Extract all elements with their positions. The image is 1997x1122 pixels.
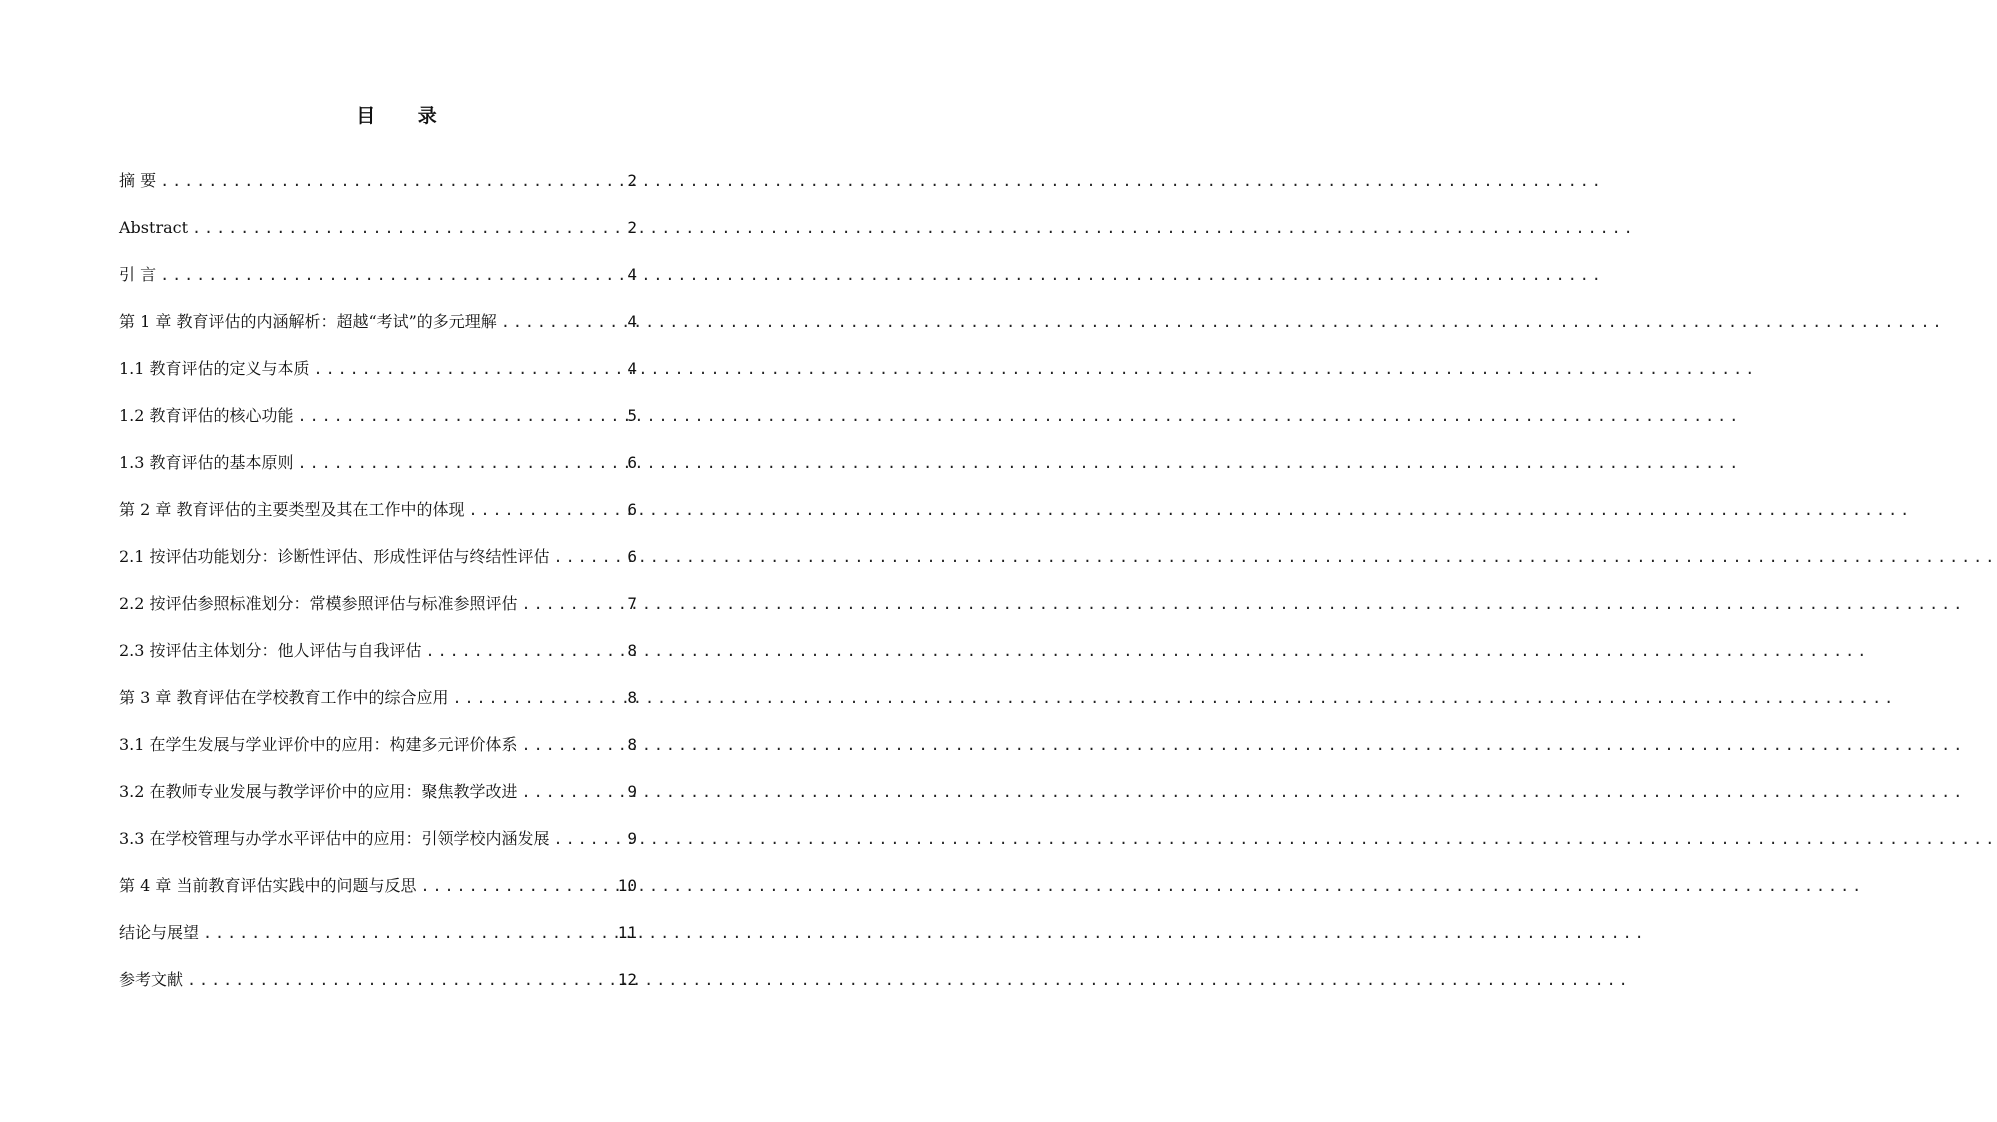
- toc-entry[interactable]: [119, 682, 637, 729]
- toc-entry[interactable]: [119, 541, 637, 588]
- toc-entry-page: 4: [627, 359, 637, 378]
- toc-entry[interactable]: [119, 917, 637, 964]
- toc-entry-label: 1.2 教育评估的核心功能: [119, 406, 294, 425]
- toc-entry[interactable]: [119, 776, 637, 823]
- toc-entry[interactable]: [119, 729, 637, 776]
- toc-entry[interactable]: [119, 447, 637, 494]
- document-page: [0, 0, 793, 1122]
- toc-entry-label: 摘 要: [119, 171, 157, 190]
- toc-entry-page: 9: [627, 829, 637, 848]
- toc-entry[interactable]: [119, 400, 637, 447]
- toc-entry-page: 7: [627, 594, 637, 613]
- toc-entry-page: 10: [617, 876, 637, 895]
- toc-entry[interactable]: [119, 635, 637, 682]
- toc-dot-leader: [160, 165, 623, 197]
- toc-entry-label: Abstract: [119, 218, 189, 237]
- toc-entry-page: 5: [627, 406, 637, 425]
- toc-entry-page: 6: [627, 453, 637, 472]
- toc-dot-leader: [298, 447, 624, 479]
- toc-dot-leader: [554, 541, 624, 573]
- toc-entry[interactable]: [119, 165, 637, 212]
- toc-entry[interactable]: [119, 494, 637, 541]
- toc-entry-page: 2: [627, 171, 637, 190]
- toc-list: [119, 165, 637, 1011]
- toc-entry-label: 3.3 在学校管理与办学水平评估中的应用：引领学校内涵发展: [119, 829, 550, 848]
- toc-entry-label: 结论与展望: [119, 923, 200, 942]
- toc-dot-leader: [554, 823, 624, 855]
- toc-entry-label: 2.1 按评估功能划分：诊断性评估、形成性评估与终结性评估: [119, 547, 550, 566]
- toc-entry-page: 2: [627, 218, 637, 237]
- toc-entry-label: 引 言: [119, 265, 157, 284]
- toc-entry-page: 4: [627, 265, 637, 284]
- toc-dot-leader: [452, 682, 623, 714]
- toc-entry-label: 1.3 教育评估的基本原则: [119, 453, 294, 472]
- toc-entry-label: 第 3 章 教育评估在学校教育工作中的综合应用: [119, 688, 449, 707]
- toc-entry-label: 3.2 在教师专业发展与教学评价中的应用：聚焦教学改进: [119, 782, 518, 801]
- toc-entry-label: 第 1 章 教育评估的内涵解析：超越“考试”的多元理解: [119, 312, 497, 331]
- toc-dot-leader: [426, 635, 624, 667]
- toc-dot-leader: [522, 588, 624, 620]
- toc-entry[interactable]: [119, 353, 637, 400]
- toc-entry-page: 8: [627, 688, 637, 707]
- toc-dot-leader: [314, 353, 624, 385]
- toc-dot-leader: [192, 212, 623, 244]
- toc-entry-page: 6: [627, 547, 637, 566]
- toc-dot-leader: [522, 729, 624, 761]
- toc-dot-leader: [420, 870, 613, 902]
- toc-dot-leader: [468, 494, 623, 526]
- toc-entry[interactable]: [119, 212, 637, 259]
- toc-entry-page: 4: [627, 312, 637, 331]
- toc-entry-page: 9: [627, 782, 637, 801]
- toc-dot-leader: [203, 917, 614, 949]
- toc-dot-leader: [522, 776, 624, 808]
- toc-dot-leader: [298, 400, 624, 432]
- toc-entry-page: 8: [627, 735, 637, 754]
- toc-dot-leader: [501, 306, 624, 338]
- toc-dot-leader: [160, 259, 623, 291]
- toc-entry[interactable]: [119, 306, 637, 353]
- toc-entry-label: 第 2 章 教育评估的主要类型及其在工作中的体现: [119, 500, 465, 519]
- toc-entry-page: 11: [617, 923, 637, 942]
- toc-entry[interactable]: [119, 259, 637, 306]
- toc-entry[interactable]: [119, 588, 637, 635]
- toc-entry-label: 2.3 按评估主体划分：他人评估与自我评估: [119, 641, 422, 660]
- toc-title: 目 录: [356, 105, 455, 127]
- toc-entry-page: 12: [617, 970, 637, 989]
- toc-entry-label: 2.2 按评估参照标准划分：常模参照评估与标准参照评估: [119, 594, 518, 613]
- toc-entry-label: 1.1 教育评估的定义与本质: [119, 359, 310, 378]
- toc-entry-page: 6: [627, 500, 637, 519]
- toc-entry-label: 第 4 章 当前教育评估实践中的问题与反思: [119, 876, 417, 895]
- toc-entry[interactable]: [119, 964, 637, 1011]
- toc-entry[interactable]: [119, 870, 637, 917]
- toc-dot-leader: [187, 964, 614, 996]
- toc-entry-label: 参考文献: [119, 970, 184, 989]
- toc-entry[interactable]: [119, 823, 637, 870]
- toc-entry-page: 8: [627, 641, 637, 660]
- toc-entry-label: 3.1 在学生发展与学业评价中的应用：构建多元评价体系: [119, 735, 518, 754]
